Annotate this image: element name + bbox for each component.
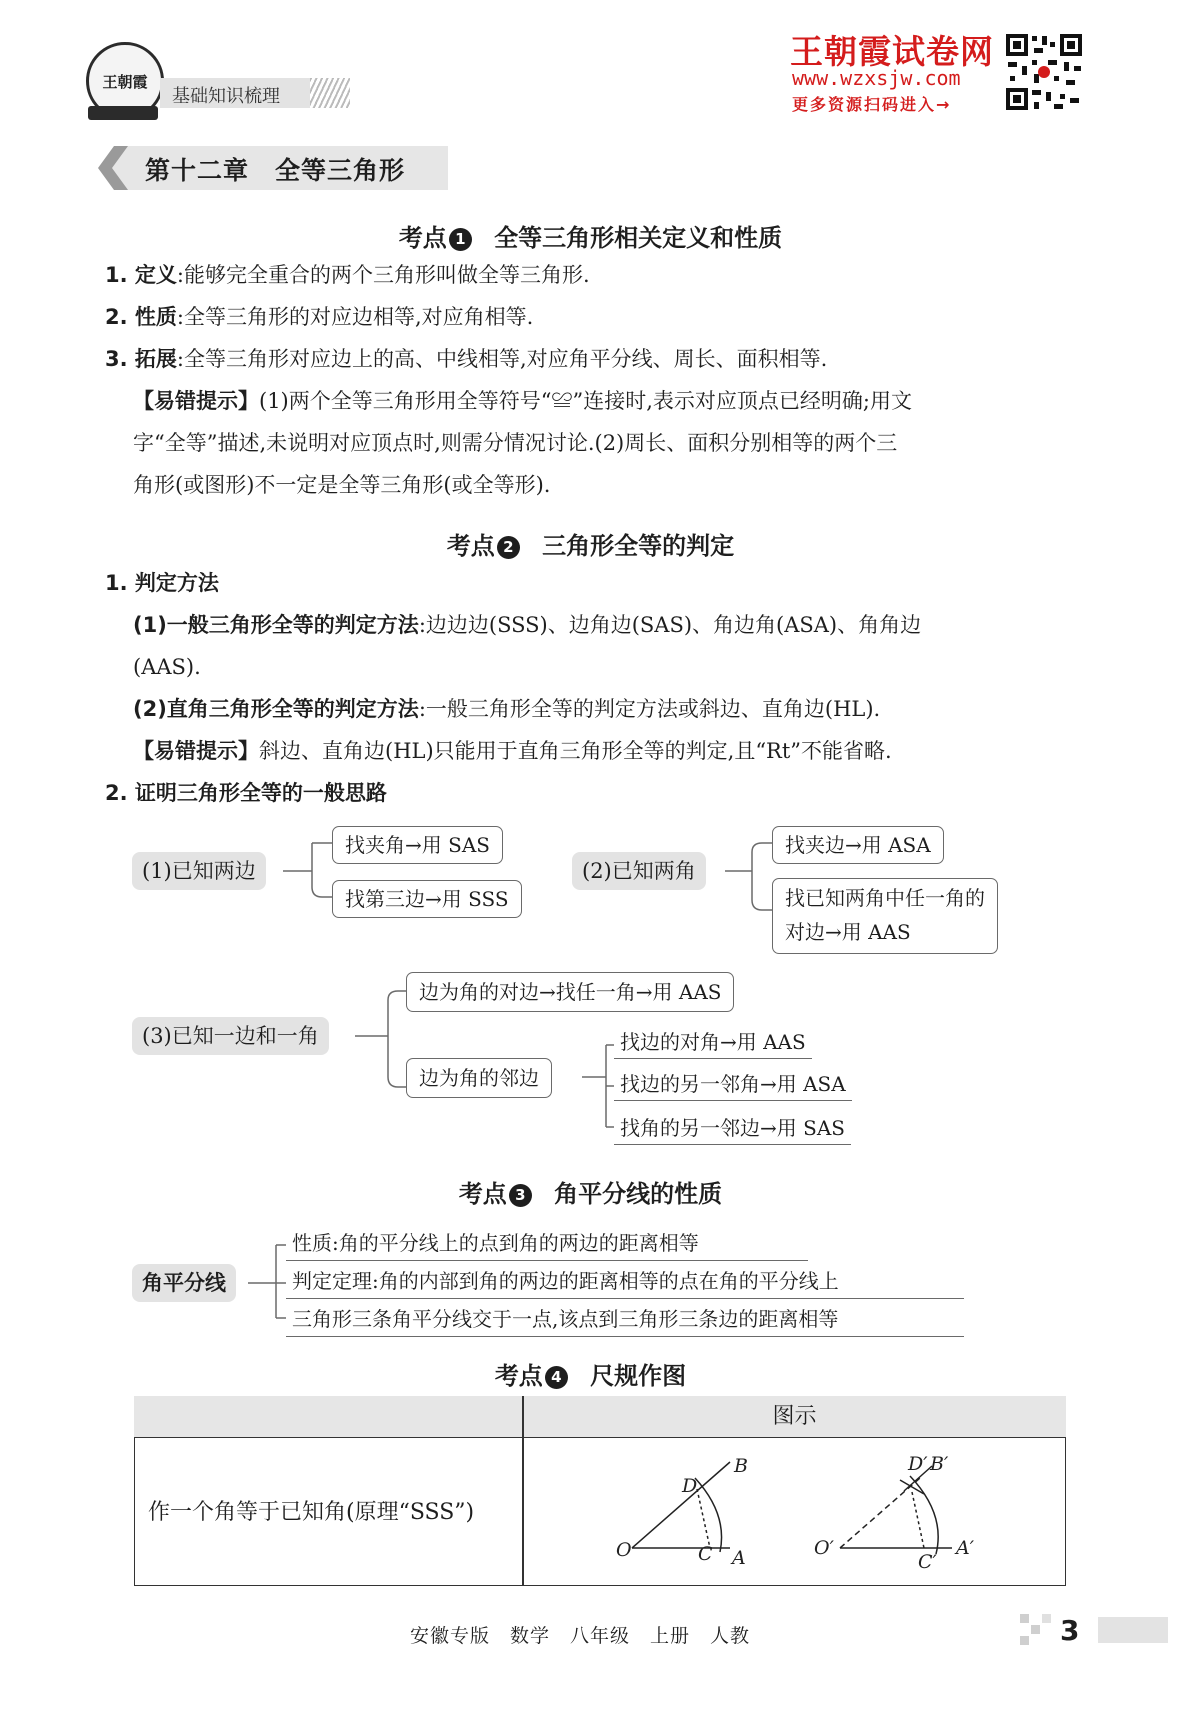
item-text: :全等三角形的对应边相等,对应角相等. bbox=[176, 305, 534, 329]
topic4-number-badge: 4 bbox=[545, 1366, 568, 1389]
topic3-item-3: 三角形三条角平分线交于一点,该点到三角形三条边的距离相等 bbox=[286, 1302, 964, 1337]
topic3-heading bbox=[0, 1174, 1181, 1209]
fig2-label-O: O′ bbox=[814, 1537, 834, 1559]
method-text: :一般三角形全等的判定方法或斜边、直角边(HL). bbox=[418, 697, 881, 721]
flow-case3-root: (3)已知一边和一角 bbox=[132, 1017, 329, 1055]
tip-label: 【易错提示】 bbox=[133, 739, 259, 763]
flow-case1-option-b: 找第三边→用 SSS bbox=[332, 880, 522, 918]
item-text: :能够完全重合的两个三角形叫做全等三角形. bbox=[176, 263, 590, 287]
table-header-empty-cell bbox=[134, 1396, 523, 1438]
page-corner-squares-icon bbox=[1020, 1614, 1054, 1646]
topic3-title: 角平分线的性质 bbox=[554, 1180, 723, 1208]
option-b-line1: 找已知两角中任一角的 bbox=[785, 886, 985, 910]
table-row-label: 作一个角等于已知角(原理“SSS”) bbox=[148, 1500, 475, 1525]
topic3-root: 角平分线 bbox=[132, 1264, 236, 1302]
item-label: 1. 定义 bbox=[105, 263, 177, 287]
fig1-label-C: C bbox=[698, 1543, 713, 1565]
topic3-item-1: 性质:角的平分线上的点到角的两边的距离相等 bbox=[286, 1226, 808, 1261]
page-band bbox=[1098, 1617, 1168, 1643]
item-label: 3. 拓展 bbox=[105, 347, 177, 371]
chapter-title: 第十二章 全等三角形 bbox=[145, 156, 406, 185]
option-b-line2: 对边→用 AAS bbox=[785, 920, 911, 944]
flow-case3-option-a: 边为角的对边→找任一角→用 AAS bbox=[406, 972, 734, 1012]
topic4-heading bbox=[0, 1356, 1181, 1391]
item-text: :全等三角形对应边上的高、中线相等,对应角平分线、周长、面积相等. bbox=[176, 347, 828, 371]
fig1-label-O: O bbox=[616, 1539, 632, 1561]
topic3-item-2: 判定定理:角的内部到角的两边的距离相等的点在角的平分线上 bbox=[286, 1264, 964, 1299]
flow-case3-b-item-3: 找角的另一邻边→用 SAS bbox=[614, 1112, 851, 1145]
flow-case1-option-a: 找夹角→用 SAS bbox=[332, 826, 503, 864]
method-label: (1)一般三角形全等的判定方法 bbox=[133, 613, 419, 637]
topic4-prefix: 考点 bbox=[494, 1362, 543, 1390]
fig2-label-B: B′ bbox=[930, 1453, 949, 1475]
topic1-tip-line-2: 字“全等”描述,未说明对应顶点时,则需分情况讨论.(2)周长、面积分别相等的两个三 bbox=[133, 431, 898, 455]
topic2-number-badge: 2 bbox=[497, 536, 520, 559]
logo-text: 王朝霞 bbox=[102, 72, 148, 91]
flow-case2-option-b bbox=[772, 878, 998, 954]
topic4-title: 尺规作图 bbox=[590, 1362, 687, 1390]
topic3-number-badge: 3 bbox=[509, 1184, 532, 1207]
section-tab-label: 基础知识梳理 bbox=[172, 86, 280, 107]
fig1-label-D: D bbox=[682, 1475, 698, 1497]
tip-text: 斜边、直角边(HL)只能用于直角三角形全等的判定,且“Rt”不能省略. bbox=[259, 739, 892, 763]
fig2-label-C: C′ bbox=[918, 1551, 937, 1573]
site-url[interactable]: www.wzxsjw.com bbox=[792, 66, 961, 90]
site-name: 王朝霞试卷网 bbox=[790, 32, 994, 71]
tip-text: (1)两个全等三角形用全等符号“≌”连接时,表示对应顶点已经明确;用文 bbox=[259, 389, 912, 413]
topic1-number-badge: 1 bbox=[449, 228, 472, 251]
flow-case2-root: (2)已知两角 bbox=[572, 852, 706, 890]
flow-case3-option-b: 边为角的邻边 bbox=[406, 1058, 552, 1098]
topic2-sub2: 2. 证明三角形全等的一般思路 bbox=[105, 781, 387, 805]
topic3-prefix: 考点 bbox=[458, 1180, 507, 1208]
tip-label: 【易错提示】 bbox=[133, 389, 259, 413]
method-text: :边边边(SSS)、边角边(SAS)、角边角(ASA)、角角边 bbox=[418, 613, 922, 637]
topic2-sub1: 1. 判定方法 bbox=[105, 571, 219, 595]
topic1-prefix: 考点 bbox=[398, 224, 447, 252]
flow-case1-root: (1)已知两边 bbox=[132, 852, 266, 890]
topic1-tip-line-3: 角形(或图形)不一定是全等三角形(或全等形). bbox=[133, 473, 551, 497]
construction-figure bbox=[600, 1448, 1020, 1578]
table-column-divider bbox=[522, 1396, 524, 1586]
topic1-title: 全等三角形相关定义和性质 bbox=[494, 224, 783, 252]
topic2-method1-cont: (AAS). bbox=[133, 655, 201, 679]
fig1-label-B: B bbox=[734, 1455, 748, 1477]
site-cta: 更多资源扫码进入→ bbox=[792, 95, 952, 114]
flow-case2-option-a: 找夹边→用 ASA bbox=[772, 826, 944, 864]
fig2-label-D: D′ bbox=[908, 1453, 928, 1475]
footer-edition: 安徽专版 数学 八年级 上册 人教 bbox=[410, 1625, 751, 1647]
item-label: 2. 性质 bbox=[105, 305, 177, 329]
fig1-label-A: A bbox=[732, 1547, 746, 1569]
method-label: (2)直角三角形全等的判定方法 bbox=[133, 697, 419, 721]
fig2-label-A: A′ bbox=[956, 1537, 975, 1559]
topic2-prefix: 考点 bbox=[446, 532, 495, 560]
flow-case3-b-item-2: 找边的另一邻角→用 ASA bbox=[614, 1068, 852, 1101]
topic2-title: 三角形全等的判定 bbox=[542, 532, 735, 560]
table-header-figure: 图示 bbox=[523, 1396, 1066, 1438]
flow-case3-b-item-1: 找边的对角→用 AAS bbox=[614, 1026, 812, 1059]
page-number: 3 bbox=[1060, 1614, 1080, 1647]
